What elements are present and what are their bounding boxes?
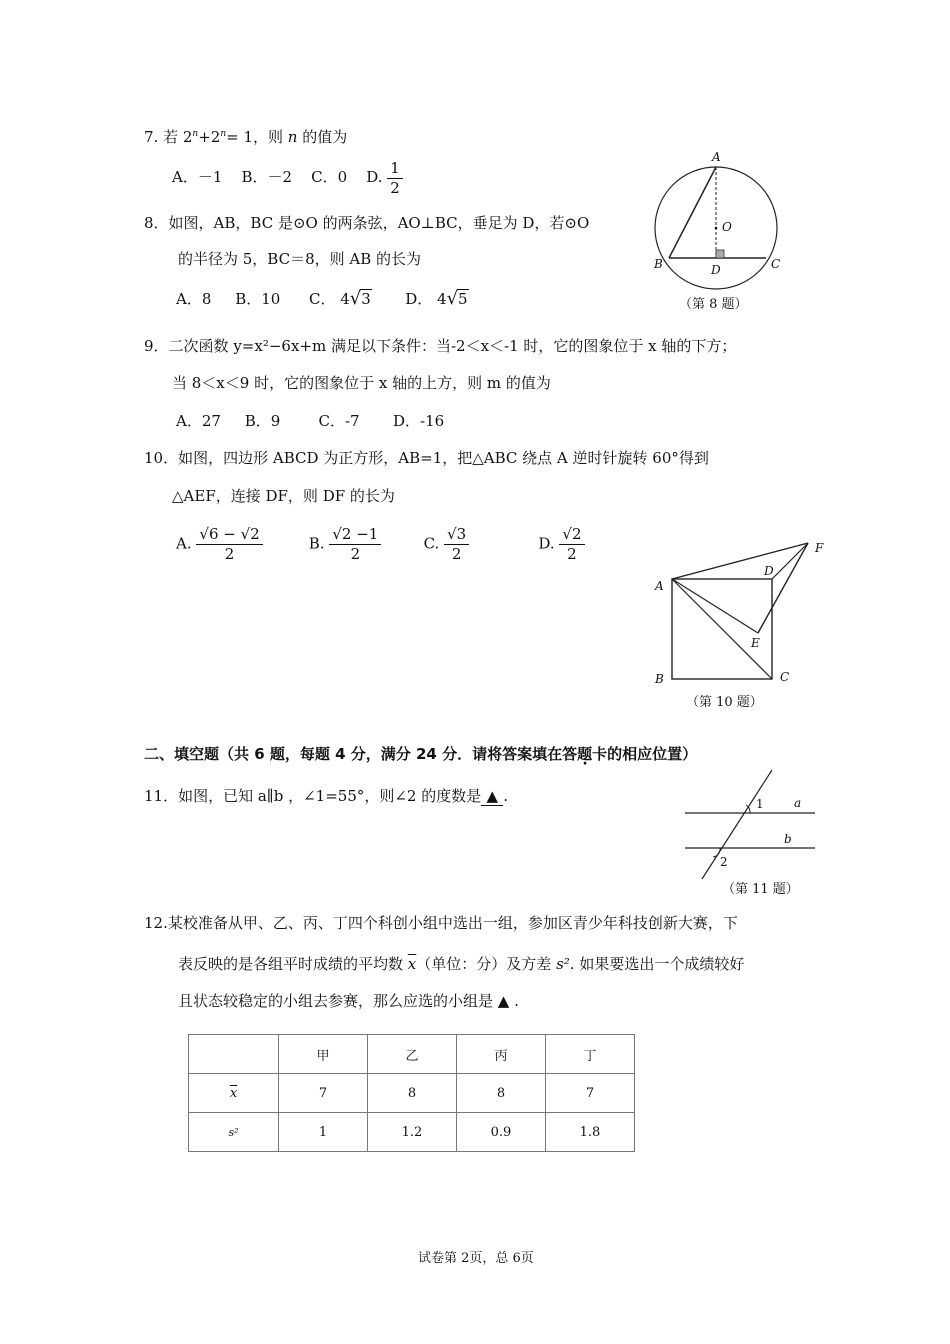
label-e: E xyxy=(751,636,760,650)
q8-line1: 8．如图，AB，BC 是⊙O 的两条弦，AO⊥BC，垂足为 D，若⊙O xyxy=(144,214,590,232)
q12-answer-mark: ▲ xyxy=(497,992,510,1010)
angle2-arc xyxy=(713,848,720,857)
label-2: 2 xyxy=(720,855,728,869)
q7-fraction: $\frac{1}{2}$ xyxy=(387,159,403,198)
label-1: 1 xyxy=(756,797,764,811)
transversal xyxy=(702,770,772,879)
q10-opt-c: C. $\frac{√3}{2}$ xyxy=(424,525,534,564)
q9-options: A．27 B．9 C．-7 D．-16 xyxy=(176,412,445,430)
label-d: D xyxy=(764,564,774,578)
q7-options xyxy=(172,152,403,202)
segment-ae xyxy=(672,579,758,633)
section2-heading: 二、填空题（共 6 题，每题 4 分，满分 24 分．请将答案填在答题卡的相应位置） xyxy=(144,745,698,763)
segment-ef xyxy=(758,543,808,633)
q11-figure xyxy=(680,765,820,885)
label-c: C xyxy=(780,670,790,684)
q8-line2: 的半径为 5，BC＝8，则 AB 的长为 xyxy=(178,250,422,268)
page-footer: 试卷第 2页，总 6页 xyxy=(418,1251,534,1266)
q11-stem: 11．如图，已知 a∥b ，∠1=55°，则∠2 的度数是 ▲ . xyxy=(144,787,509,805)
q11-answer-blank: ▲ xyxy=(481,787,503,806)
q12-line3: 且状态较稳定的小组去参赛，那么应选的小组是 ▲ . xyxy=(178,992,519,1010)
q10-opt-b: B. $\frac{√2 -1}{2}$ xyxy=(309,525,419,564)
q11-caption: （第 11 题） xyxy=(722,882,799,897)
q10-opt-a: A. $\frac{√6 - √2}{2}$ xyxy=(176,525,304,564)
q7-opt-a: A．－1 xyxy=(172,168,223,186)
right-angle-mark xyxy=(716,250,724,258)
label-f: F xyxy=(815,541,824,555)
table-header-row: 甲 乙 丙 丁 xyxy=(189,1035,635,1074)
q7-opt-c: C．0 xyxy=(311,168,348,186)
chord-ab xyxy=(669,167,716,258)
q12-line2: 表反映的是各组平时成绩的平均数 $\overline{x}$（单位：分）及方差 s². 如果要选出一个成绩较好 xyxy=(178,955,745,973)
q9-line2: 当 8＜x＜9 时，它的图象位于 x 轴的上方，则 m 的值为 xyxy=(172,374,551,392)
q12-line1: 12.某校准备从甲、乙、丙、丁四个科创小组中选出一组，参加区青少年科技创新大赛，下 xyxy=(144,914,738,932)
center-point xyxy=(715,227,718,230)
q9-line1: 9．二次函数 y=x²−6x+m 满足以下条件：当-2＜x＜-1 时，它的图象位于 x 轴的下方； xyxy=(144,337,737,355)
q10-line1: 10．如图，四边形 ABCD 为正方形，AB=1，把△ABC 绕点 A 逆时针旋转 60°得到 xyxy=(144,449,709,467)
label-a: A xyxy=(655,579,664,593)
label-c: C xyxy=(771,257,781,271)
table-row-variance: s² 1 1.2 0.9 1.8 xyxy=(189,1113,635,1152)
diagonal-ac xyxy=(672,579,772,679)
segment-af xyxy=(672,543,808,579)
q8-figure xyxy=(640,145,800,295)
label-o: O xyxy=(722,220,732,234)
q8-options: A．8 B．10 C． 4√3 D． 4√5 xyxy=(176,288,468,309)
table-row-mean: $\overline{x}$ 7 8 8 7 xyxy=(189,1074,635,1113)
q10-caption: （第 10 题） xyxy=(686,695,763,710)
label-a: a xyxy=(794,796,802,810)
label-b: B xyxy=(655,672,664,686)
q10-opt-d: D. $\frac{√2}{2}$ xyxy=(538,525,628,564)
q8-caption: （第 8 题） xyxy=(679,297,748,312)
q7-stem: 7. 若 $2^n+2^n= 1$，则 n 的值为 xyxy=(144,128,348,146)
label-a: A xyxy=(712,150,721,164)
label-d: D xyxy=(711,263,721,277)
q7-opt-b: B．－2 xyxy=(241,168,293,186)
score-table xyxy=(188,1034,635,1152)
q10-options xyxy=(176,525,628,564)
q7-opt-d: D. xyxy=(366,168,383,186)
q10-line2: △AEF，连接 DF，则 DF 的长为 xyxy=(172,487,395,505)
q10-figure xyxy=(645,535,835,690)
label-b: B xyxy=(654,257,663,271)
label-b: b xyxy=(784,832,792,846)
